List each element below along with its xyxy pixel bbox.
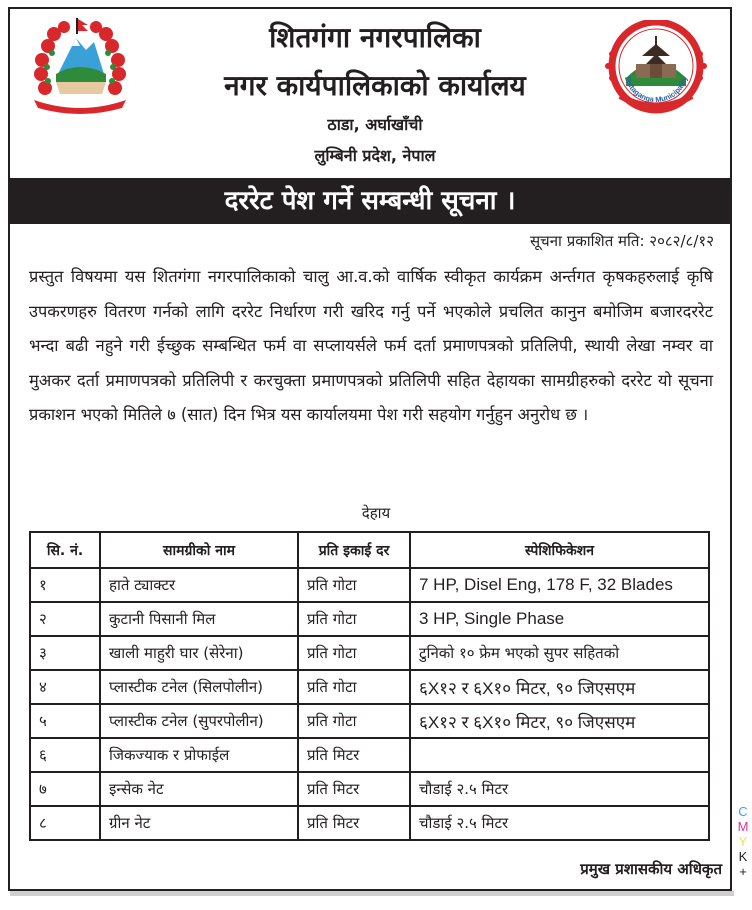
cell-serial: ६	[30, 738, 100, 772]
cell-unit-rate: प्रति मिटर	[298, 772, 410, 806]
cell-serial: २	[30, 602, 100, 636]
municipality-logo-text	[604, 20, 708, 114]
published-date	[530, 230, 714, 252]
cell-specification	[410, 738, 709, 772]
print-mark-y: Y	[738, 834, 748, 849]
cell-item-name: इन्सेक नेट	[100, 772, 298, 806]
table-caption: देहाय	[361, 504, 391, 522]
print-registration-marks	[737, 804, 749, 879]
notice-title-banner: दररेट पेश गर्ने सम्बन्धी सूचना ।	[8, 178, 732, 224]
cell-item-name: हाते ट्याक्टर	[100, 568, 298, 602]
office-title: नगर कार्यपालिकाको कार्यालय	[224, 69, 526, 102]
address-line-2: लुम्बिनी प्रदेश, नेपाल	[314, 146, 436, 165]
header-specification: स्पेशिफिकेशन	[410, 532, 709, 568]
cell-specification: टुनिको १० फ्रेम भएको सुपर सहितको	[410, 636, 709, 670]
table-row	[30, 806, 709, 840]
header-unit-rate: प्रति इकाई दर	[298, 532, 410, 568]
address-line-1: ठाडा, अर्घाखाँची	[327, 115, 423, 134]
table-row	[30, 704, 709, 738]
cell-specification: चौडाई २.५ मिटर	[410, 772, 709, 806]
cell-specification: चौडाई २.५ मिटर	[410, 806, 709, 840]
cell-serial: ३	[30, 636, 100, 670]
published-date-label: सूचना प्रकाशित मति:	[530, 232, 645, 250]
cell-unit-rate: प्रति गोटा	[298, 568, 410, 602]
cell-specification: ६X१२ र ६X१० मिटर, ९० जिएसएम	[410, 704, 709, 738]
header-item-name: सामग्रीको नाम	[100, 532, 298, 568]
cell-item-name: प्लास्टीक टनेल (सिलपोलीन)	[100, 670, 298, 704]
table-row	[30, 772, 709, 806]
cell-serial: ५	[30, 704, 100, 738]
print-mark-plus: +	[739, 864, 747, 879]
print-mark-k: K	[738, 849, 748, 864]
signatory-title: प्रमुख प्रशासकीय अधिकृत	[580, 860, 722, 878]
header-serial: सि. नं.	[30, 532, 100, 568]
municipality-logo-name-path: Shitaganga Municipality	[622, 75, 690, 105]
cell-serial: ८	[30, 806, 100, 840]
cell-unit-rate: प्रति गोटा	[298, 602, 410, 636]
table-row	[30, 636, 709, 670]
cell-unit-rate: प्रति गोटा	[298, 704, 410, 738]
cell-item-name: ग्रीन नेट	[100, 806, 298, 840]
frame-shadow	[10, 891, 734, 896]
cell-unit-rate: प्रति मिटर	[298, 806, 410, 840]
cell-specification: 7 HP, Disel Eng, 178 F, 32 Blades	[410, 568, 709, 602]
print-mark-c: C	[738, 804, 748, 819]
notice-body: प्रस्तुत विषयमा यस शितगंगा नगरपालिकाको चालु आ.व.को वार्षिक स्वीकृत कार्यक्रम अर्न्तगत कृषकहरुलाई कृषि उपकरणहरु वितरण गर्नको लागि दररेट निर्धारण गरी खरिद गर्नु पर्ने भएकोले प्रचलित कानुन बमोजिम बजारदररेट भन्दा बढी नहुने गरी ईच्छुक सम्बन्धित फर्म वा सप्लायर्सले फर्म दर्ता प्रमाणपत्रको प्रतिलिपी, स्थायी लेखा नम्वर वा मुअकर दर्ता प्रमाणपत्रको प्रतिलिपी र करचुक्ता प्रमाणपत्रको प्रतिलिपी सहित देहायका सामग्रीहरुको दररेट यो सूचना प्रकाशन भएको मितिले ७ (सात) दिन भित्र यस कार्यालयमा पेश गरी सहयोग गर्नुहुन अनुरोध छ ।	[29, 267, 713, 424]
nepal-emblem-icon	[28, 16, 132, 116]
cell-unit-rate: प्रति गोटा	[298, 670, 410, 704]
cell-serial: ४	[30, 670, 100, 704]
cell-specification: 3 HP, Single Phase	[410, 602, 709, 636]
items-table	[29, 531, 710, 841]
table-row	[30, 670, 709, 704]
municipality-logo-name	[623, 74, 690, 104]
cell-item-name: कुटानी पिसानी मिल	[100, 602, 298, 636]
municipality-title: शितगंगा नगरपालिका	[269, 21, 481, 54]
table-row	[30, 568, 709, 602]
cell-serial: १	[30, 568, 100, 602]
cell-specification: ६X१२ र ६X१० मिटर, ९० जिएसएम	[410, 670, 709, 704]
cell-unit-rate: प्रति मिटर	[298, 738, 410, 772]
cell-item-name: प्लास्टीक टनेल (सुपरपोलीन)	[100, 704, 298, 738]
cell-unit-rate: प्रति गोटा	[298, 636, 410, 670]
published-date-value: २०८२/८/१२	[649, 232, 714, 250]
table-header-row	[30, 532, 709, 568]
cell-item-name: जिकज्याक र प्रोफाईल	[100, 738, 298, 772]
print-mark-m: M	[737, 819, 749, 834]
municipality-logo	[604, 20, 708, 114]
cell-serial: ७	[30, 772, 100, 806]
cell-item-name: खाली माहुरी घार (सेरेना)	[100, 636, 298, 670]
table-row	[30, 602, 709, 636]
table-row	[30, 738, 709, 772]
